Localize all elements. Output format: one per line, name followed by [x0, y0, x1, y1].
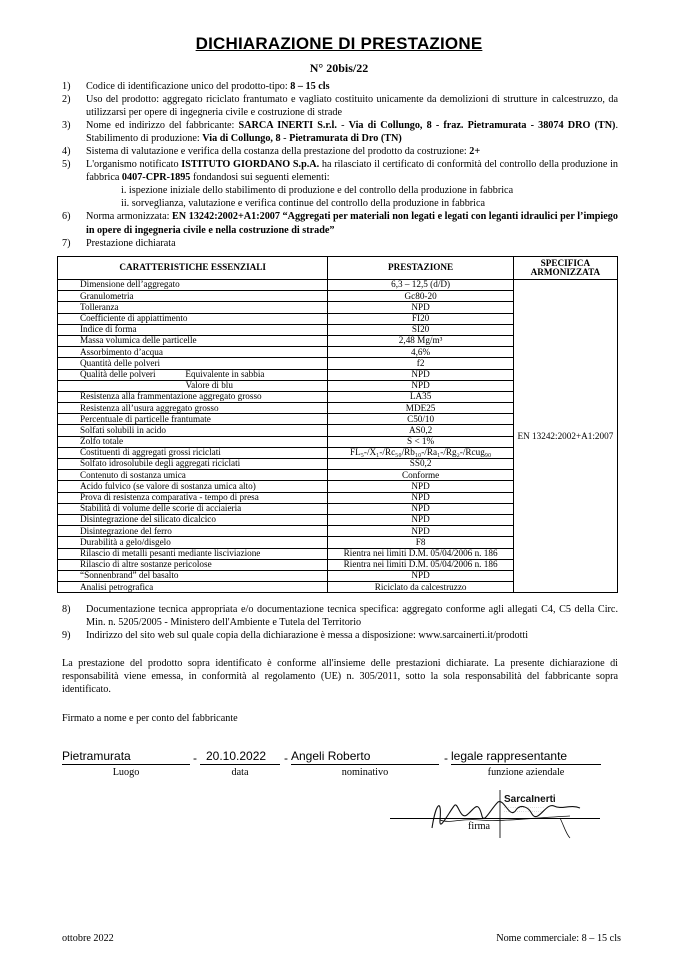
characteristic-cell: Qualità delle polveri Equivalente in sabbia: [58, 369, 328, 380]
characteristic-cell: Disintegrazione del ferro: [58, 526, 328, 537]
performance-cell: NPD: [328, 481, 513, 492]
characteristic-cell: Resistenza all’usura aggregato grosso: [58, 403, 328, 414]
item-text: [86, 119, 618, 145]
table-header-row: [58, 257, 618, 280]
characteristic-cell: Assorbimento d’acqua: [58, 347, 328, 358]
declaration-item: [62, 210, 618, 236]
text-segment: fondandosi sui seguenti elementi:: [190, 172, 330, 184]
handwritten-signature-with-stamp: [420, 780, 600, 840]
item-text: Indirizzo del sito web sul quale copia della dichiarazione è messa a disposizione: www.sarcainerti.it/prodotti: [86, 630, 529, 642]
performance-cell: NPD: [328, 369, 513, 380]
characteristic-cell: Rilascio di altre sostanze pericolose: [58, 559, 328, 570]
characteristic-cell: Dimensione dell’aggregato: [58, 280, 328, 291]
performance-cell: NPD: [328, 503, 513, 514]
text-segment: Nome ed indirizzo del fabbricante:: [86, 120, 239, 132]
performance-cell: Riciclato da calcestruzzo: [328, 582, 513, 593]
characteristic-cell: Percentuale di particelle frantumate: [58, 414, 328, 425]
performance-cell: AS0,2: [328, 425, 513, 436]
sub-item: i. ispezione iniziale dello stabilimento di produzione e del controllo della produzione in fabbrica: [121, 185, 514, 197]
document-number: N° 20bis/22: [309, 61, 369, 75]
signature-line: [390, 818, 600, 819]
text-segment: Prestazione dichiarata: [86, 237, 176, 249]
item-text: [86, 145, 618, 158]
item-text: [86, 80, 618, 93]
bold-text: 2+: [469, 146, 481, 158]
performance-cell: NPD: [328, 302, 513, 313]
performance-cell: C50/10: [328, 414, 513, 425]
performance-table: [57, 256, 618, 593]
performance-cell: FI20: [328, 313, 513, 324]
svg-text:· · · · · · · · · · · · · · ·: · · · · · · · · · · · · · · · · · · ·: [504, 806, 544, 810]
performance-cell: 4,6%: [328, 347, 513, 358]
performance-cell: f2: [328, 358, 513, 369]
item-number: 1): [62, 81, 71, 92]
item-number: 8): [62, 604, 71, 615]
text-segment: Sistema di valutazione e verifica della costanza della prestazione del prodotto da costruzione:: [86, 146, 470, 158]
characteristic-cell: Massa volumica delle particelle: [58, 335, 328, 346]
specification-cell: EN 13242:2002+A1:2007: [513, 280, 617, 593]
performance-cell: NPD: [328, 526, 513, 537]
characteristic-cell: Prova di resistenza comparativa - tempo di presa: [58, 492, 328, 503]
declaration-item: [62, 237, 618, 250]
performance-cell: Rientra nei limiti D.M. 05/04/2006 n. 186: [328, 548, 513, 559]
svg-text:· · · · · · · · · · · · · · ·: · · · · · · · · · · · · · · · · · · ·: [504, 810, 544, 814]
performance-cell: Conforme: [328, 470, 513, 481]
header-characteristics: CARATTERISTICHE ESSENZIALI: [58, 257, 328, 280]
item-number: 7): [62, 237, 71, 249]
declaration-item: [62, 119, 618, 145]
performance-cell: 2,48 Mg/m³: [328, 335, 513, 346]
bold-text: Via di Collungo, 8 - fraz. Pietramurata - 38074 DRO (TN): [348, 120, 616, 132]
characteristic-cell: Resistenza alla frammentazione aggregato grosso: [58, 391, 328, 402]
conformity-statement: La prestazione del prodotto sopra identificato è conforme all'insieme delle prestazioni dichiarate. La presente dichiarazione di responsabilità viene emessa, in conformità al regolamento (UE) n. 305/2011, sotto la sola responsabilità del fabbricante sopra identificato.: [62, 658, 618, 696]
characteristic-cell: Indice di forma: [58, 324, 328, 335]
item-number: 2): [62, 94, 71, 106]
signed-for-statement: Firmato a nome e per conto del fabbricante: [62, 713, 238, 724]
text-segment: -: [336, 120, 349, 132]
characteristic-cell: Coefficiente di appiattimento: [58, 313, 328, 324]
sub-item: ii. sorveglianza, valutazione e verifica continue del controllo della produzione in fabbrica: [121, 198, 486, 210]
characteristic-cell: Disintegrazione del silicato dicalcico: [58, 514, 328, 525]
performance-cell: NPD: [328, 380, 513, 391]
performance-cell: SS0,2: [328, 459, 513, 470]
declaration-item: [62, 80, 618, 93]
bold-text: Pietramurata di Dro (TN): [289, 133, 402, 145]
characteristic-cell: “Sonnenbrand” del basalto: [58, 570, 328, 581]
characteristic-cell: Acido fulvico (se valore di sostanza umica alto): [58, 481, 328, 492]
separator-dash: -: [284, 751, 288, 765]
text-segment: -: [280, 133, 290, 145]
footer-date: ottobre 2022: [62, 933, 114, 944]
characteristic-cell: Analisi petrografica: [58, 582, 328, 593]
performance-cell: S < 1%: [328, 436, 513, 447]
performance-cell: NPD: [328, 570, 513, 581]
characteristic-cell: Rilascio di metalli pesanti mediante lisciviazione: [58, 548, 328, 559]
characteristic-cell: Quantità delle polveri: [58, 358, 328, 369]
name-field: Angeli Roberto: [291, 749, 439, 765]
separator-dash: -: [444, 751, 448, 765]
characteristic-cell: Durabilità a gelo/disgelo: [58, 537, 328, 548]
text-segment: Norma armonizzata:: [86, 211, 173, 223]
bold-text: ISTITUTO GIORDANO S.p.A.: [181, 159, 320, 171]
declaration-items-continued: [62, 603, 618, 642]
text-segment: Uso del prodotto: aggregato riciclato frantumato e vagliato costituito unicamente da demolizioni di strutture in calcestruzzo, da utilizzarsi per opere di ingegneria civile e costruzione di strade: [86, 94, 618, 119]
declaration-item: [62, 158, 618, 184]
declaration-items: [62, 80, 618, 250]
performance-cell: FL₅-/X₁-/Rc₅₀/Rb₁₀-/Ra₁-/Rg₂-/Rcug₉₀: [328, 447, 513, 458]
declaration-item: [62, 145, 618, 158]
header-specification: SPECIFICA ARMONIZZATA: [513, 257, 617, 280]
signature-caption: firma: [468, 821, 491, 832]
declaration-item: [62, 603, 618, 629]
item-number: 4): [62, 146, 71, 158]
text-segment: L'organismo notificato: [86, 159, 182, 171]
performance-cell: MDE25: [328, 403, 513, 414]
performance-cell: Gc80-20: [328, 291, 513, 302]
date-caption: data: [231, 767, 249, 778]
performance-cell: NPD: [328, 514, 513, 525]
name-caption: nominativo: [341, 767, 389, 778]
performance-cell: Rientra nei limiti D.M. 05/04/2006 n. 186: [328, 559, 513, 570]
characteristic-cell: Granulometria: [58, 291, 328, 302]
characteristic-cell: Stabilità di volume delle scorie di acciaieria: [58, 503, 328, 514]
bold-text: SARCA INERTI S.r.l.: [238, 120, 337, 132]
declaration-item: [62, 629, 618, 642]
performance-cell: F8: [328, 537, 513, 548]
item-number: 6): [62, 211, 71, 223]
bold-text: Via di Collungo, 8: [202, 133, 281, 145]
bold-text: 8 – 15 cls: [290, 81, 330, 92]
characteristic-cell: Tolleranza: [58, 302, 328, 313]
characteristic-cell: Zolfo totale: [58, 436, 328, 447]
item-number: 3): [62, 120, 71, 132]
place-caption: Luogo: [112, 767, 140, 778]
text-segment: . Stabilimento di produzione:: [86, 120, 618, 145]
item-number: 5): [62, 159, 71, 171]
role-caption: funzione aziendale: [487, 767, 565, 778]
characteristic-cell: Costituenti di aggregati grossi riciclati: [58, 447, 328, 458]
declaration-item: [62, 93, 618, 119]
performance-cell: NPD: [328, 492, 513, 503]
text-segment: ha rilasciato il certificato di conformità del controllo della produzione in fabbrica: [86, 159, 618, 184]
date-field: [200, 749, 280, 765]
stamp-logo-text: SarcaInerti: [504, 794, 556, 805]
place-field: Pietramurata: [62, 749, 190, 765]
characteristic-cell: Solfati solubili in acido: [58, 425, 328, 436]
bold-text: 0407-CPR-1895: [121, 172, 191, 184]
characteristic-cell: Solfato idrosolubile degli aggregati riciclati: [58, 459, 328, 470]
characteristic-cell: Valore di blu: [58, 380, 328, 391]
item-text: [86, 158, 618, 184]
document-title: DICHIARAZIONE DI PRESTAZIONE: [195, 34, 483, 53]
item-text: Documentazione tecnica appropriata e/o documentazione tecnica specifica: aggregato conforme agli allegati C4, C5 della Circ. Min. n. 5205/2005 - Ministero dell'Ambiente e Tutela del Territorio: [86, 604, 618, 629]
characteristic-cell: Contenuto di sostanza umica: [58, 470, 328, 481]
performance-cell: 6,3 – 12,5 (d/D): [328, 280, 513, 291]
table-row: [58, 280, 618, 291]
text-segment: Codice di identificazione unico del prodotto-tipo:: [86, 81, 291, 92]
performance-cell: LA35: [328, 391, 513, 402]
role-field: legale rappresentante: [451, 749, 601, 765]
bold-text: EN 13242:2002+A1:2007 “Aggregati per materiali non legati e legati con leganti idraulici per l’impiego in opere di ingegneria civile e nella costruzione di strade”: [86, 211, 618, 236]
header-performance: PRESTAZIONE: [328, 257, 513, 280]
item-text: [86, 210, 618, 236]
date-value: 20.10.2022: [206, 749, 267, 763]
separator-dash: -: [193, 751, 197, 765]
footer-product-name: Nome commerciale: 8 – 15 cls: [496, 933, 621, 944]
item-text: [86, 93, 618, 119]
item-number: 9): [62, 630, 71, 642]
performance-cell: SI20: [328, 324, 513, 335]
item-text: [86, 237, 618, 250]
